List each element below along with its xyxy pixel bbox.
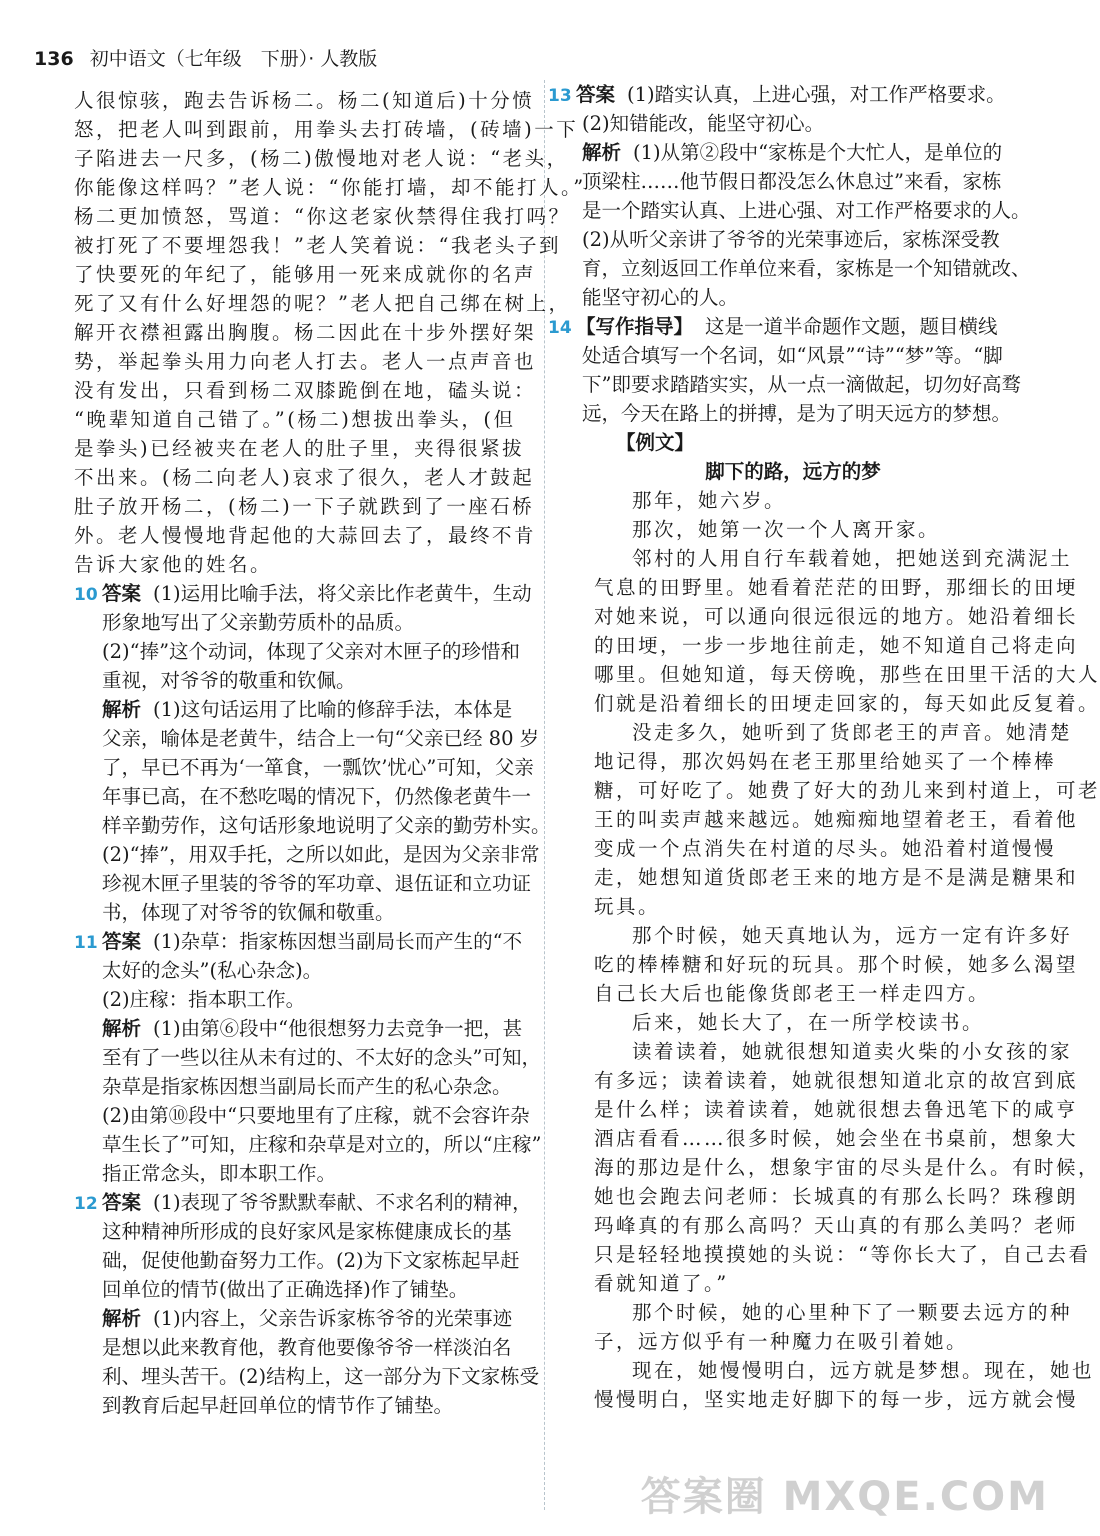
line-text: 父亲，喻体是老黄牛，结合上一句“父亲已经 80 岁 bbox=[102, 727, 540, 750]
text-line bbox=[74, 405, 532, 434]
line-text: 那个时候，她天真地认为，远方一定有许多好 bbox=[632, 924, 1073, 947]
line-text: (1)杂草：指家栋因想当副局长而产生的“不 bbox=[153, 930, 523, 953]
section-tag: 答案 bbox=[102, 582, 142, 605]
section-tag: 解析 bbox=[582, 141, 622, 164]
text-line bbox=[548, 892, 1038, 921]
line-text: 不出来。(杨二向老人)哀求了很久，老人才鼓起 bbox=[74, 466, 535, 489]
watermark: 答案圈 MXQE.COM bbox=[640, 1474, 1049, 1520]
right-column bbox=[548, 80, 1100, 1414]
line-text: (2)“捧”，用双手托，之所以如此，是因为父亲非常 bbox=[102, 843, 540, 866]
text-line bbox=[74, 521, 537, 550]
line-text: 那年，她六岁。 bbox=[632, 489, 787, 512]
text-line bbox=[548, 950, 1079, 979]
line-text: 告诉大家他的姓名。 bbox=[74, 553, 273, 576]
text-line bbox=[74, 637, 532, 666]
line-text: 吃的棒棒糖和好玩的玩具。那个时候，她多么渴望 bbox=[594, 953, 1079, 976]
line-text: 玛峰真的有那么高吗？天山真的有那么美吗？老师 bbox=[594, 1214, 1079, 1237]
question-number: 14 bbox=[548, 318, 572, 338]
text-line bbox=[548, 1298, 1073, 1327]
line-text: 础，促使他勤奋努力工作。(2)为下文家栋起早赶 bbox=[102, 1249, 520, 1272]
line-text: (1)从第②段中“家栋是个大忙人，是单位的 bbox=[633, 141, 1003, 164]
text-line bbox=[548, 254, 1038, 283]
line-text: 草生长了”可知，庄稼和杂草是对立的，所以“庄稼” bbox=[102, 1133, 542, 1156]
text-line bbox=[548, 283, 1038, 312]
line-text: 子陷进去一尺多，(杨二)傲慢地对老人说：“老头， bbox=[74, 147, 569, 170]
line-text: 远，今天在路上的拼搏，是为了明天远方的梦想。 bbox=[582, 402, 1012, 425]
text-line bbox=[548, 689, 1100, 718]
section-tag: 解析 bbox=[102, 1017, 142, 1040]
line-text: 育，立刻返回工作单位来看，家栋是一个知错就改、 bbox=[582, 257, 1031, 280]
text-line bbox=[548, 718, 1073, 747]
text-line bbox=[74, 724, 540, 753]
line-text: 变成一个点消失在村道的尽头。她沿着村道慢慢 bbox=[594, 837, 1057, 860]
line-text: 这是一道半命题作文题，题目横线 bbox=[705, 315, 998, 338]
text-line bbox=[74, 1275, 532, 1304]
text-line bbox=[548, 1153, 1100, 1182]
line-text: 势，举起拳头用力向老人打去。老人一点声音也 bbox=[74, 350, 537, 373]
line-text: 怒，把老人叫到跟前，用拳头去打砖墙，(砖墙)一下 bbox=[74, 118, 579, 141]
text-line bbox=[74, 811, 551, 840]
text-line bbox=[548, 457, 1038, 486]
text-line bbox=[74, 695, 532, 724]
text-line bbox=[74, 231, 561, 260]
line-text: 酒店看看……很多时候，她会坐在书桌前，想象大 bbox=[594, 1127, 1079, 1150]
text-line bbox=[548, 138, 1038, 167]
text-line bbox=[548, 979, 1038, 1008]
line-text: 走，她想知道货郎老王来的地方是不是满是糖果和 bbox=[594, 866, 1079, 889]
text-line bbox=[74, 463, 535, 492]
line-text: 被打死了不要埋怨我！”老人笑着说：“我老头子到 bbox=[74, 234, 561, 257]
text-line bbox=[74, 1217, 532, 1246]
line-text: 至有了一些以往从未有过的、不太好的念头”可知， bbox=[102, 1046, 541, 1069]
text-line bbox=[74, 869, 532, 898]
text-line bbox=[74, 1159, 532, 1188]
text-line bbox=[548, 747, 1057, 776]
text-line bbox=[74, 1014, 532, 1043]
question-number: 10 bbox=[74, 585, 98, 605]
text-line bbox=[548, 370, 1038, 399]
section-tag: 答案 bbox=[576, 83, 616, 106]
text-line bbox=[548, 544, 1073, 573]
text-line bbox=[74, 1304, 532, 1333]
line-text: (2)知错能改，能坚守初心。 bbox=[582, 112, 825, 135]
text-line bbox=[74, 289, 571, 318]
question-number: 11 bbox=[74, 933, 98, 953]
text-line bbox=[548, 1327, 1038, 1356]
question-number: 13 bbox=[548, 86, 572, 106]
line-text: 死了又有什么好埋怨的呢？”老人把自己绑在树上， bbox=[74, 292, 571, 315]
section-tag: 答案 bbox=[102, 1191, 142, 1214]
line-text: 人很惊骇，跑去告诉杨二。杨二(知道后)十分愤 bbox=[74, 89, 535, 112]
question-13-line bbox=[548, 80, 1038, 109]
text-line bbox=[74, 608, 532, 637]
line-text: 邻村的人用自行车载着她，把她送到充满泥土 bbox=[632, 547, 1073, 570]
line-text: (1)内容上，父亲告诉家栋爷爷的光荣事迹 bbox=[153, 1307, 513, 1330]
line-text: 看就知道了。” bbox=[594, 1272, 729, 1295]
text-line bbox=[548, 921, 1073, 950]
text-line bbox=[548, 1124, 1079, 1153]
line-text: (2)由第⑩段中“只要地里有了庄稼，就不会容许杂 bbox=[102, 1104, 530, 1127]
text-line bbox=[74, 1130, 542, 1159]
line-text: 样辛勤劳作，这句话形象地说明了父亲的勤劳朴实。 bbox=[102, 814, 551, 837]
line-text: (2)“捧”这个动词，体现了父亲对木匣子的珍惜和 bbox=[102, 640, 521, 663]
text-line bbox=[74, 1101, 532, 1130]
line-text: 是一个踏实认真、上进心强、对工作严格要求的人。 bbox=[582, 199, 1031, 222]
text-line bbox=[74, 376, 537, 405]
text-line bbox=[74, 115, 579, 144]
text-line bbox=[548, 573, 1079, 602]
text-line bbox=[74, 144, 569, 173]
line-text: 解开衣襟袒露出胸腹。杨二因此在十步外摆好架 bbox=[74, 321, 537, 344]
line-text: 海的那边是什么，想象宇宙的尽头是什么。有时候， bbox=[594, 1156, 1100, 1179]
text-line bbox=[548, 486, 1038, 515]
text-line bbox=[548, 1095, 1079, 1124]
text-line bbox=[74, 86, 535, 115]
line-text: “晚辈知道自己错了。”(杨二)想拔出拳头，(但 bbox=[74, 408, 516, 431]
line-text: 处适合填写一个名词，如“风景”“诗”“梦”等。“脚 bbox=[582, 344, 1003, 367]
section-tag: 解析 bbox=[102, 698, 142, 721]
text-line bbox=[74, 1391, 532, 1420]
line-text: 这种精神所形成的良好家风是家栋健康成长的基 bbox=[102, 1220, 512, 1243]
line-text: 玩具。 bbox=[594, 895, 661, 918]
line-text: 外。老人慢慢地背起他的大蒜回去了，最终不肯 bbox=[74, 524, 537, 547]
text-line bbox=[548, 660, 1100, 689]
question-10-line bbox=[74, 579, 532, 608]
text-line bbox=[548, 1182, 1079, 1211]
text-line bbox=[74, 550, 532, 579]
question-12-line bbox=[74, 1188, 532, 1217]
text-line bbox=[74, 202, 571, 231]
page-title: 初中语文（七年级 下册）· 人教版 bbox=[89, 48, 378, 70]
section-tag: 答案 bbox=[102, 930, 142, 953]
text-line bbox=[548, 1037, 1073, 1066]
line-text: 顶梁柱……他节假日都没怎么休息过”来看，家栋 bbox=[582, 170, 1002, 193]
line-text: 那次，她第一次一个人离开家。 bbox=[632, 518, 941, 541]
text-line bbox=[74, 1246, 532, 1275]
text-line bbox=[74, 782, 532, 811]
text-line bbox=[548, 196, 1038, 225]
line-text: 你能像这样吗？”老人说：“你能打墙，却不能打人。” bbox=[74, 176, 586, 199]
line-text: 到教育后起早赶回单位的情节作了铺垫。 bbox=[102, 1394, 454, 1417]
text-line bbox=[548, 1385, 1079, 1414]
line-text: 太好的念头”(私心杂念)。 bbox=[102, 959, 323, 982]
line-text: (1)运用比喻手法，将父亲比作老黄牛，生动 bbox=[153, 582, 532, 605]
line-text: 是想以此来教育他，教育他要像爷爷一样淡泊名 bbox=[102, 1336, 512, 1359]
line-text: 对她来说，可以通向很远很远的地方。她沿着细长 bbox=[594, 605, 1079, 628]
line-text: 后来，她长大了，在一所学校读书。 bbox=[632, 1011, 985, 1034]
line-text: 能坚守初心的人。 bbox=[582, 286, 739, 309]
line-text: 杨二更加愤怒，骂道：“你这老家伙禁得住我打吗？ bbox=[74, 205, 571, 228]
text-line bbox=[548, 602, 1079, 631]
text-line bbox=[74, 840, 540, 869]
text-line bbox=[548, 863, 1079, 892]
line-text: 糖，可好吃了。她费了好大的劲儿来到村道上，可老 bbox=[594, 779, 1100, 802]
text-line bbox=[74, 260, 537, 289]
text-line bbox=[548, 834, 1057, 863]
text-line bbox=[548, 341, 1038, 370]
text-line bbox=[548, 631, 1079, 660]
section-tag: 解析 bbox=[102, 1307, 142, 1330]
line-text: 肚子放开杨二，(杨二)一下子就跌到了一座石桥 bbox=[74, 495, 535, 518]
text-line bbox=[548, 1240, 1091, 1269]
text-line bbox=[74, 347, 537, 376]
page-number: 136 bbox=[34, 48, 74, 70]
line-text: 们就是沿着细长的田埂走回家的，每天如此反复着。 bbox=[594, 692, 1100, 715]
line-text: 读着读着，她就很想知道卖火柴的小女孩的家 bbox=[632, 1040, 1073, 1063]
line-text: 没有发出，只看到杨二双膝跪倒在地，磕头说： bbox=[74, 379, 537, 402]
text-line bbox=[548, 399, 1038, 428]
line-text: 脚下的路，远方的梦 bbox=[705, 460, 881, 483]
section-tag: 【例文】 bbox=[616, 431, 695, 454]
line-text: 自己长大后也能像货郎老王一样走四方。 bbox=[594, 982, 991, 1005]
text-line bbox=[548, 1008, 1038, 1037]
line-text: 下”即要求踏踏实实，从一点一滴做起，切勿好高骛 bbox=[582, 373, 1021, 396]
line-text: 形象地写出了父亲勤劳质朴的品质。 bbox=[102, 611, 415, 634]
line-text: 利、埋头苦干。(2)结构上，这一部分为下文家栋受 bbox=[102, 1365, 540, 1388]
line-text: (1)表现了爷爷默默奉献、不求名利的精神， bbox=[153, 1191, 532, 1214]
line-text: 哪里。但她知道，每天傍晚，那些在田里干活的大人 bbox=[594, 663, 1100, 686]
line-text: 慢慢明白，坚实地走好脚下的每一步，远方就会慢 bbox=[594, 1388, 1079, 1411]
text-line bbox=[548, 1211, 1079, 1240]
text-line bbox=[548, 428, 1038, 457]
line-text: 是拳头)已经被夹在老人的肚子里，夹得很紧拔 bbox=[74, 437, 525, 460]
line-text: 有多远；读着读着，她就很想知道北京的故宫到底 bbox=[594, 1069, 1079, 1092]
text-line bbox=[74, 1043, 541, 1072]
line-text: (1)这句话运用了比喻的修辞手法，本体是 bbox=[153, 698, 513, 721]
line-text: 只是轻轻地摸摸她的头说：“等你长大了，自己去看 bbox=[594, 1243, 1091, 1266]
text-line bbox=[74, 956, 532, 985]
line-text: 了快要死的年纪了，能够用一死来成就你的名声 bbox=[74, 263, 537, 286]
question-11-line bbox=[74, 927, 532, 956]
text-line bbox=[548, 1066, 1079, 1095]
line-text: 指正常念头，即本职工作。 bbox=[102, 1162, 337, 1185]
text-line bbox=[74, 434, 532, 463]
line-text: 没走多久，她听到了货郎老王的声音。她清楚 bbox=[632, 721, 1073, 744]
text-line bbox=[548, 1269, 1038, 1298]
line-text: 子，远方似乎有一种魔力在吸引着她。 bbox=[594, 1330, 969, 1353]
text-line bbox=[548, 167, 1038, 196]
line-text: 现在，她慢慢明白，远方就是梦想。现在，她也 bbox=[632, 1359, 1095, 1382]
question-14-line bbox=[548, 312, 1038, 341]
section-tag: 【写作指导】 bbox=[576, 315, 694, 338]
text-line bbox=[74, 492, 535, 521]
text-line bbox=[74, 666, 532, 695]
line-text: 地记得，那次妈妈在老王那里给她买了一个棒棒 bbox=[594, 750, 1057, 773]
text-line bbox=[548, 805, 1079, 834]
text-line bbox=[74, 985, 532, 1014]
line-text: 年事已高，在不愁吃喝的情况下，仍然像老黄牛一 bbox=[102, 785, 532, 808]
line-text: 的田埂，一步一步地往前走，她不知道自己将走向 bbox=[594, 634, 1079, 657]
text-line bbox=[548, 776, 1100, 805]
text-line bbox=[548, 1356, 1095, 1385]
text-line bbox=[74, 1072, 532, 1101]
line-text: 她也会跑去问老师：长城真的有那么长吗？珠穆朗 bbox=[594, 1185, 1079, 1208]
line-text: 书，体现了对爷爷的钦佩和敬重。 bbox=[102, 901, 395, 924]
line-text: (1)由第⑥段中“他很想努力去竞争一把，甚 bbox=[153, 1017, 523, 1040]
text-line bbox=[74, 898, 532, 927]
line-text: 杂草是指家栋因想当副局长而产生的私心杂念。 bbox=[102, 1075, 512, 1098]
line-text: (2)从听父亲讲了爷爷的光荣事迹后，家栋深受教 bbox=[582, 228, 1000, 251]
line-text: (1)踏实认真，上进心强，对工作严格要求。 bbox=[627, 83, 1006, 106]
text-line bbox=[74, 173, 586, 202]
line-text: 王的叫卖声越来越远。她痴痴地望着老王，看着他 bbox=[594, 808, 1079, 831]
text-line bbox=[548, 225, 1038, 254]
line-text: 重视，对爷爷的敬重和钦佩。 bbox=[102, 669, 356, 692]
line-text: 了，早已不再为‘一箪食，一瓢饮’忧心”可知，父亲 bbox=[102, 756, 534, 779]
text-line bbox=[74, 753, 532, 782]
text-line bbox=[74, 318, 537, 347]
text-line bbox=[548, 515, 1038, 544]
page-header bbox=[34, 44, 377, 71]
line-text: 珍视木匣子里装的爷爷的军功章、退伍证和立功证 bbox=[102, 872, 532, 895]
line-text: 气息的田野里。她看着茫茫的田野，那细长的田埂 bbox=[594, 576, 1079, 599]
question-number: 12 bbox=[74, 1194, 98, 1214]
line-text: 那个时候，她的心里种下了一颗要去远方的种 bbox=[632, 1301, 1073, 1324]
text-line bbox=[74, 1333, 532, 1362]
line-text: (2)庄稼：指本职工作。 bbox=[102, 988, 306, 1011]
line-text: 回单位的情节(做出了正确选择)作了铺垫。 bbox=[102, 1278, 469, 1301]
line-text: 是什么样；读着读着，她就很想去鲁迅笔下的咸亨 bbox=[594, 1098, 1079, 1121]
text-line bbox=[74, 1362, 540, 1391]
text-line bbox=[548, 109, 1038, 138]
